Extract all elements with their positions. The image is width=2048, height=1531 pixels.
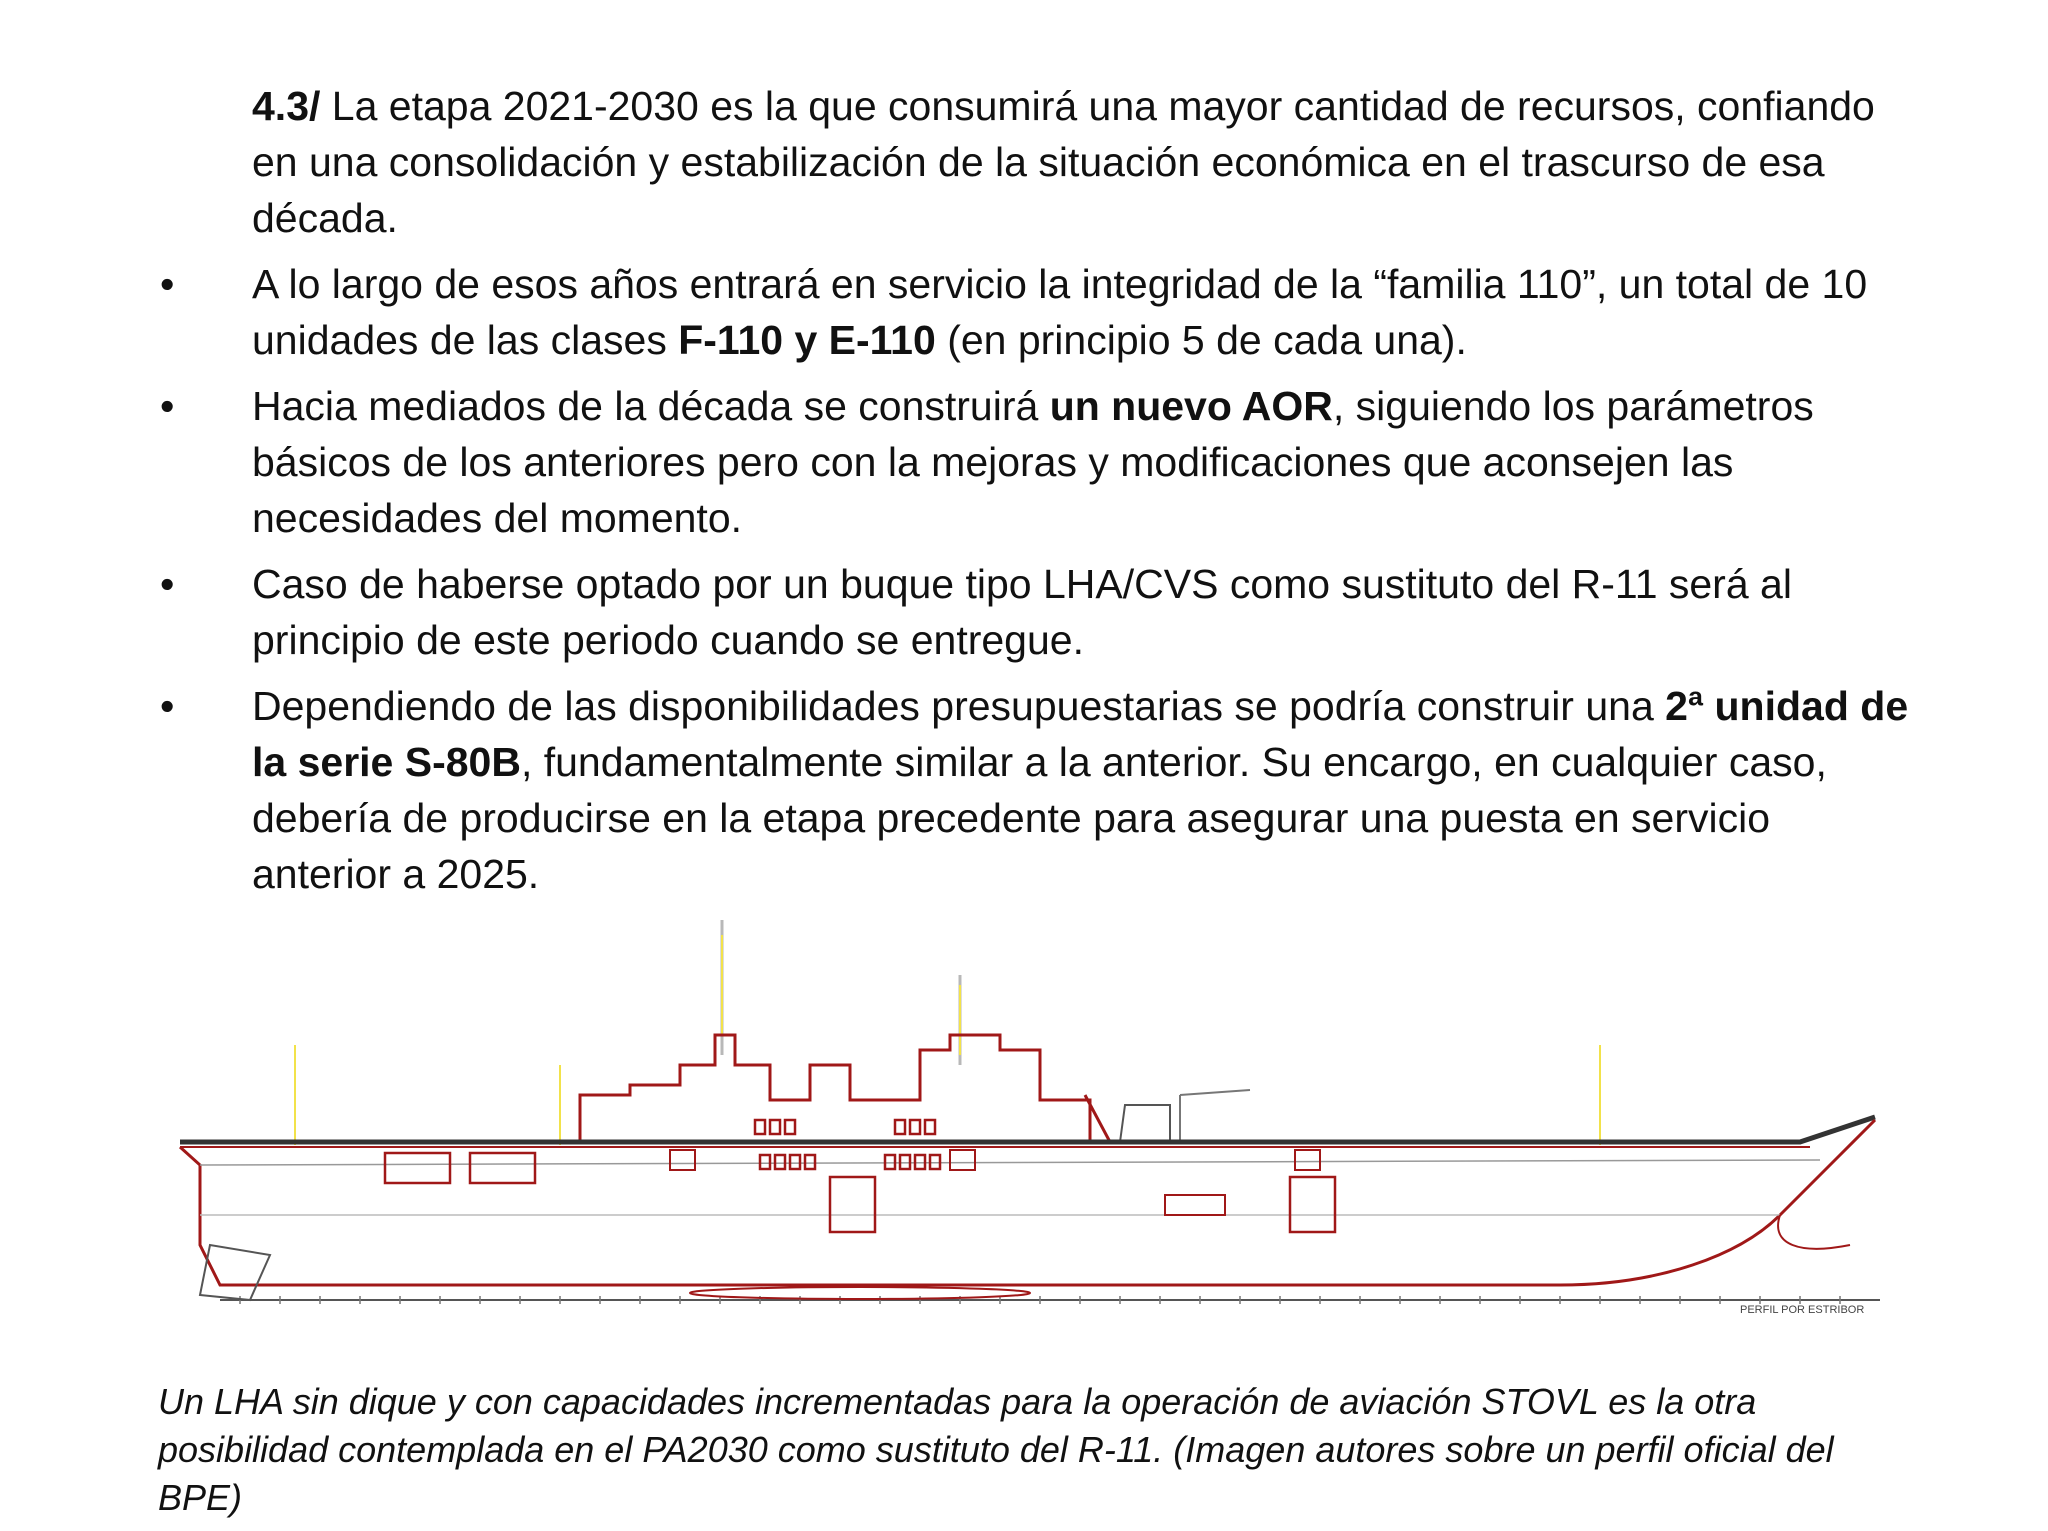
bullet-marker: • [160,261,175,307]
bullet-marker: • [160,683,175,729]
bullet-text-end: , siguiendo los parámetros básicos de los anteriores pero con la mejoras y modificaciones que aconsejen las necesidades del momento. [252,383,1814,541]
ship-profile-drawing [160,915,1900,1325]
bullet-bold-text: F-110 y E-110 [678,317,936,363]
boat-cradle-1 [385,1153,450,1183]
flight-deck [180,1117,1875,1142]
bullet-text-end: (en principio 5 de cada una). [935,317,1467,363]
figure-caption: Un LHA sin dique y con capacidades incrementadas para la operación de aviación STOVL es la otra posibilidad contemplada en el PA2030 como sustituto del R-11. (Imagen autores sobre un perfil oficial del BPE) [158,1381,1834,1518]
bullet-bold-text: 2ª unidad de la serie S-80B [252,683,1909,785]
profile-label: PERFIL POR ESTRIBOR [1740,1304,1865,1316]
intro-text: La etapa 2021-2030 es la que consumirá una mayor cantidad de recursos, confiando en una consolidación y estabilización de la situación económica en el trascurso de esa década. [252,83,1875,241]
bullet-text: Dependiendo de las disponibilidades presupuestarias se podría construir una [252,683,1666,729]
rudder [200,1245,270,1300]
elevator-aft [1290,1177,1335,1232]
bullet-marker: • [160,383,175,429]
frame-ticks [240,1296,1840,1304]
intro-paragraph [160,78,1920,246]
bullet-marker: • [160,561,175,607]
island-superstructure [580,1035,1090,1142]
bullet-text: A lo largo de esos años entrará en servicio la integridad de la “familia 110”, un total de 10 unidades de las clases [252,261,1868,363]
bullet-item-4 [160,678,1920,902]
bullet-text: Hacia mediados de la década se construirá [252,383,1050,429]
bullet-bold-text: un nuevo AOR [1049,383,1333,429]
bullet-item-3 [160,556,1920,668]
bullet-item-1 [160,256,1920,368]
bullet-text: Caso de haberse optado por un buque tipo LHA/CVS como sustituto del R-11 será al principio de este periodo cuando se entregue. [252,561,1792,663]
hull-outline [180,1120,1875,1285]
body-text [160,78,1920,912]
bullet-item-2 [160,378,1920,546]
bullet-text-end: , fundamentalmente similar a la anterior. Su encargo, en cualquier caso, debería de producirse en la etapa precedente para asegurar una puesta en servicio anterior a 2025. [252,739,1827,897]
section-number: 4.3/ [252,83,321,129]
boat-cradle-2 [470,1153,535,1183]
elevator-fwd [830,1177,875,1232]
